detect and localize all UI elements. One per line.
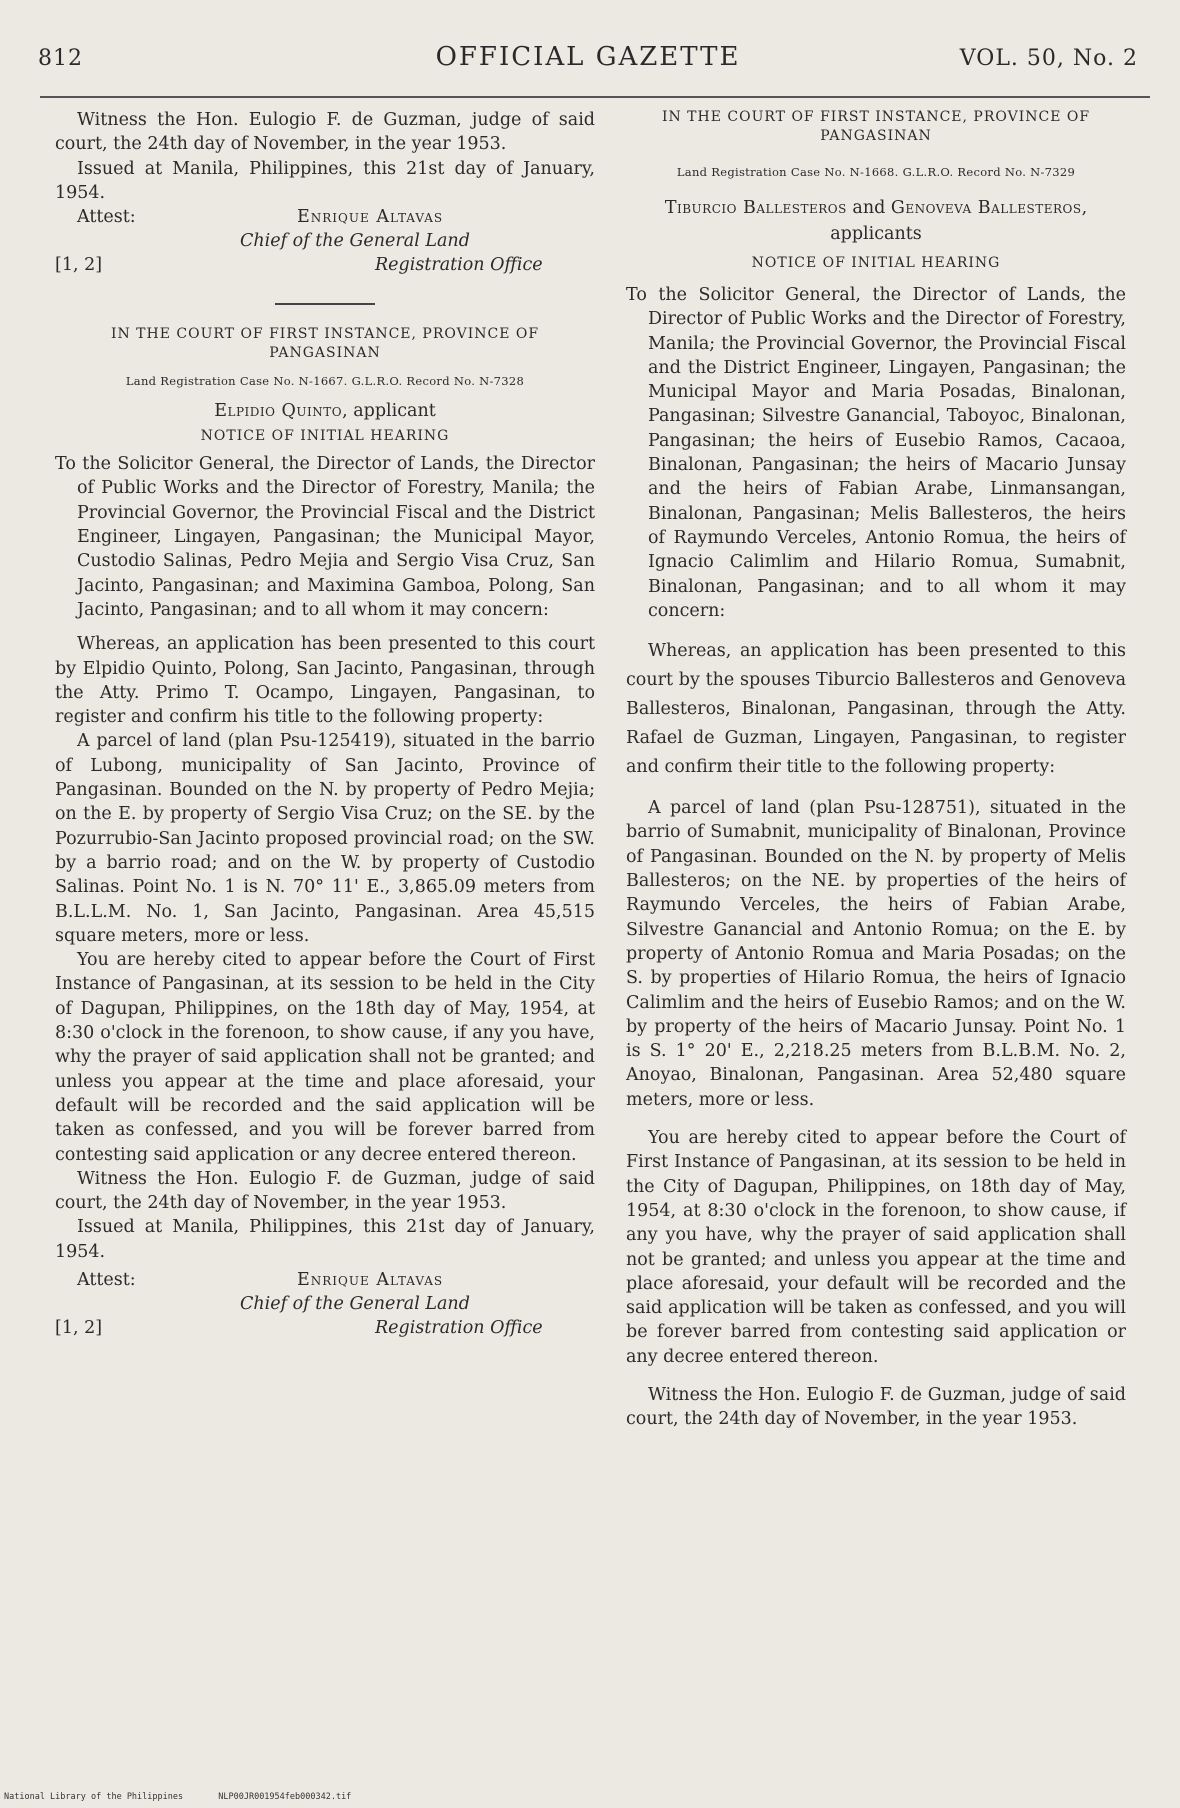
signer-title-line-2: Registration Office xyxy=(375,1317,543,1338)
court-heading: IN THE COURT OF FIRST INSTANCE, PROVINCE OF PANGASINAN xyxy=(661,109,1091,144)
page-number: 812 xyxy=(38,46,83,71)
attest-label: Attest: xyxy=(77,1269,136,1290)
signer-title-line-1: Chief of the General Land xyxy=(240,1293,470,1314)
page-header xyxy=(38,40,1138,80)
applicant-suffix: , applicants xyxy=(830,198,1088,244)
left-column xyxy=(55,108,595,1344)
parcel-description: A parcel of land (plan Psu-128751), situated in the barrio of Sumabnit, municipality of Binalonan, Province of Pangasinan. Bounded on the N. by property of Melis Ballesteros; on the NE. by properties of the heirs of Raymundo Verceles, the heirs of Fabian Arabe, Silvestre Ganancial and Antonio Romua; on the E. by property of Antonio Romua and Maria Posadas; on the S. by properties of Hilario Romua, the heirs of Ignacio Calimlim and the heirs of Eusebio Ramos; and on the W. by property of the heirs of Macario Junsay. Point No. 1 is S. 1° 20' E., 2,218.25 meters from B.L.B.M. No. 2, Anoyao, Binalonan, Pangasinan. Area 52,480 square meters, more or less. xyxy=(626,798,1126,1110)
signer-title-line-2: Registration Office xyxy=(375,255,543,276)
notice-heading: NOTICE OF INITIAL HEARING xyxy=(751,255,1001,271)
applicant-name-1: Tiburcio Ballesteros xyxy=(664,198,847,218)
parcel-description: A parcel of land (plan Psu-125419), situated in the barrio of Lubong, municipality of San Jacinto, Province of Pangasinan. Bounded on the N. by property of Pedro Mejia; on the E. by property of Sergio Visa Cruz; on the SE. by the Pozurrubio-San Jacinto proposed provincial road; on the SW. by a barrio road; and on the W. by property of Custodio Salinas. Point No. 1 is N. 70° 11' E., 3,865.09 meters from B.L.L.M. No. 1, San Jacinto, Pangasinan. Area 45,515 square meters, more or less. xyxy=(55,731,595,946)
witness-paragraph: Witness the Hon. Eulogio F. de Guzman, judge of said court, the 24th day of November, in the year 1953. xyxy=(626,1384,1126,1430)
signer-name: Enrique Altavas xyxy=(297,1269,444,1290)
volume-number: VOL. 50, No. 2 xyxy=(959,46,1138,71)
case-number: Land Registration Case No. N-1668. G.L.R.O. Record No. N-7329 xyxy=(676,165,1076,179)
addressees-paragraph: To the Solicitor General, the Director of Lands, the Director of Public Works and the Director of Forestry, Manila; the Provincial Governor, the Provincial Fiscal and the District Engineer, Lingayen, Pangasinan; the Municipal Mayor and Maria Posadas, Binalonan, Pangasinan; Silvestre Ganancial, Taboyoc, Binalonan, Pangasinan; the heirs of Eusebio Ramos, Cacaoa, Binalonan, Pangasinan; the heirs of Macario Junsay and the heirs of Fabian Arabe, Linmansangan, Binalonan, Pangasinan; Melis Ballesteros, the heirs of Raymundo Verceles, Antonio Romua, the heirs of Ignacio Calimlim and Hilario Romua, Sumabnit, Binalonan, Pangasinan; and to all whom it may concern: xyxy=(626,285,1126,621)
library-credit: National Library of the Philippines xyxy=(4,1792,184,1802)
issue-reference: [1, 2] xyxy=(55,1317,103,1338)
court-heading: IN THE COURT OF FIRST INSTANCE, PROVINCE OF PANGASINAN xyxy=(110,326,540,362)
scan-filename: NLP00JR001954feb000342.tif xyxy=(218,1792,352,1802)
header-rule xyxy=(40,96,1150,98)
whereas-paragraph: Whereas, an application has been presented to this court by the spouses Tiburcio Ballesteros and Genoveva Ballesteros, Binalonan, Pangasinan, through the Atty. Rafael de Guzman, Lingayen, Pangasinan, to register and confirm their title to the following property: xyxy=(626,641,1126,778)
applicant-conjunction: and xyxy=(846,198,891,218)
issued-paragraph: Issued at Manila, Philippines, this 21st day of January, 1954. xyxy=(55,158,595,203)
section-divider xyxy=(275,303,375,305)
scan-footer xyxy=(4,1792,381,1802)
applicant-line xyxy=(55,398,595,424)
applicant-name-2: Genoveva Ballesteros xyxy=(890,198,1082,218)
issued-paragraph: Issued at Manila, Philippines, this 21st day of January, 1954. xyxy=(55,1217,595,1262)
publication-title: OFFICIAL GAZETTE xyxy=(435,42,741,72)
applicant-line xyxy=(626,195,1126,247)
signer-name: Enrique Altavas xyxy=(297,207,444,228)
citation-paragraph: You are hereby cited to appear before the Court of First Instance of Pangasinan, at its session to be held in the City of Dagupan, Philippines, on 18th day of May, 1954, at 8:30 o'clock in the forenoon, to show cause, if any you have, why the prayer of said application shall not be granted; and unless you appear at the time and place aforesaid, your default will be recorded and the said application will be taken as confessed, and you will be forever barred from contesting said application or any decree entered thereon. xyxy=(626,1128,1126,1367)
signature-block xyxy=(55,1268,595,1344)
witness-paragraph: Witness the Hon. Eulogio F. de Guzman, judge of said court, the 24th day of November, in the year 1953. xyxy=(55,110,595,155)
witness-paragraph: Witness the Hon. Eulogio F. de Guzman, judge of said court, the 24th day of November, in the year 1953. xyxy=(55,1168,595,1214)
case-number: Land Registration Case No. N-1667. G.L.R.O. Record No. N-7328 xyxy=(125,374,525,389)
signer-title-line-1: Chief of the General Land xyxy=(240,231,470,252)
notice-heading: NOTICE OF INITIAL HEARING xyxy=(200,428,450,445)
right-column xyxy=(626,108,1126,1432)
attest-label: Attest: xyxy=(77,207,136,228)
whereas-paragraph: Whereas, an application has been presented to this court by Elpidio Quinto, Polong, San Jacinto, Pangasinan, through the Atty. Primo T. Ocampo, Lingayen, Pangasinan, to register and confirm his title to the following property: xyxy=(55,634,595,728)
issue-reference: [1, 2] xyxy=(55,255,103,276)
applicant-name: Elpidio Quinto xyxy=(214,401,343,422)
citation-paragraph: You are hereby cited to appear before the Court of First Instance of Pangasinan, at its session to be held in the City of Dagupan, Philippines, on the 18th day of May, 1954, at 8:30 o'clock in the forenoon, to show cause, if any you have, why the prayer of said application shall not be granted; and unless you appear at the time and place aforesaid, your default will be recorded and the said application will be taken as confessed, and you will be forever barred from contesting said application or any decree entered thereon. xyxy=(55,950,595,1165)
addressees-paragraph: To the Solicitor General, the Director of Lands, the Director of Public Works and the Director of Forestry, Manila; the Provincial Governor, the Provincial Fiscal and the District Engineer, Lingayen, Pangasinan; the Municipal Mayor, Custodio Salinas, Pedro Mejia and Sergio Visa Cruz, San Jacinto, Pangasinan; and Maximina Gamboa, Polong, San Jacinto, Pangasinan; and to all whom it may concern: xyxy=(55,454,595,620)
applicant-suffix: , applicant xyxy=(342,401,436,422)
signature-block xyxy=(55,205,595,281)
